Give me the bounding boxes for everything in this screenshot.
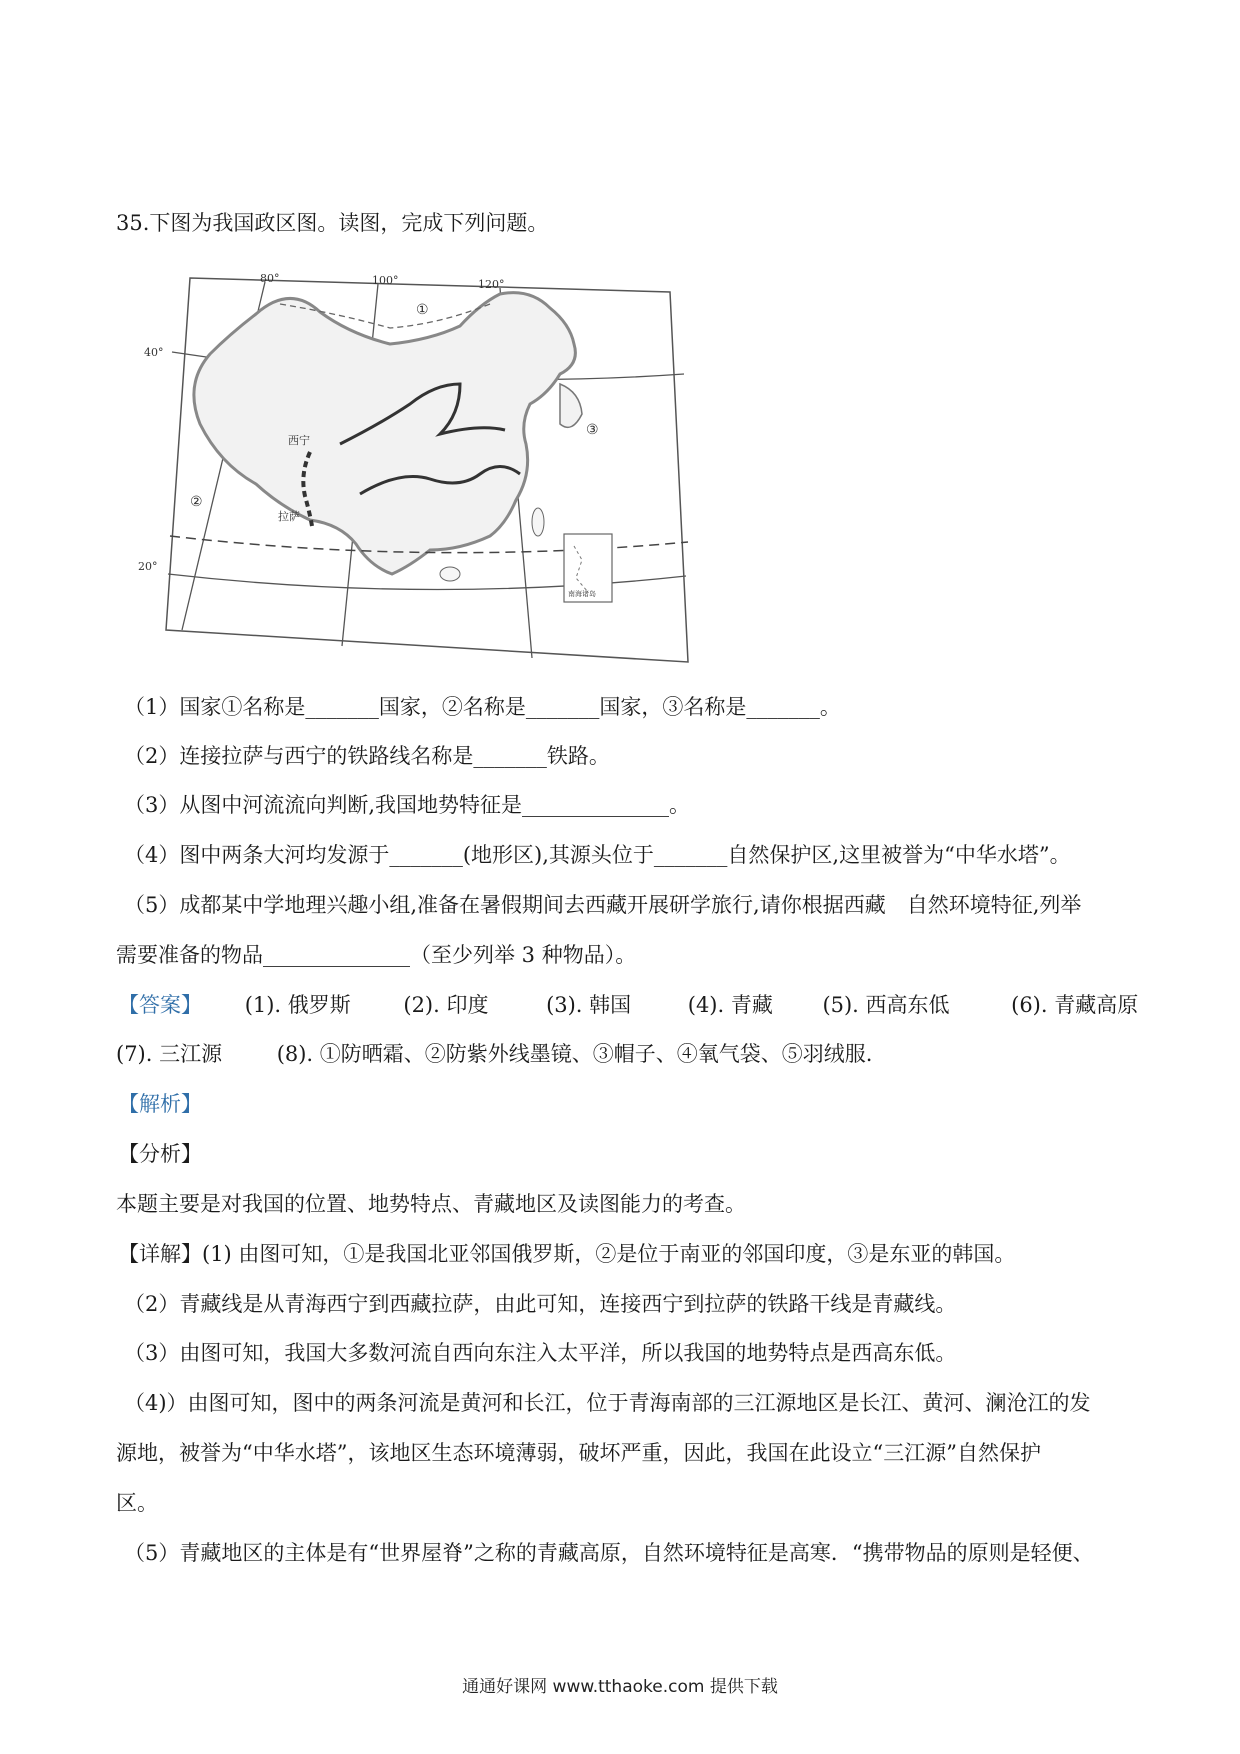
answer-item-5: (5). 西高东低 <box>822 993 950 1017</box>
city-xining: 西宁 <box>288 434 310 447</box>
detail-line-3: （3）由图可知，我国大多数河流自西向东注入太平洋，所以我国的地势特点是西高东低。 <box>124 1341 957 1365</box>
answer-row-1 <box>118 990 1138 1020</box>
question-title: 35.下图为我国政区图。读图，完成下列问题。 <box>116 211 549 235</box>
detail-line-5: 源地，被誉为“中华水塔”，该地区生态环境薄弱，破坏严重，因此，我国在此设立“三江源”自然保护 <box>116 1441 1041 1465</box>
inset-label: 南海诸岛 <box>568 590 596 598</box>
subquestion-4: （4）图中两条大河均发源于_______(地形区),其源头位于_______自然保护区,这里被誉为“中华水塔”。 <box>124 843 1071 867</box>
city-lhasa: 拉萨 <box>278 510 300 523</box>
subquestion-5: （5）成都某中学地理兴趣小组,准备在暑假期间去西藏开展研学旅行,请你根据西藏 自然环境特征,列举 <box>124 893 1082 917</box>
answer-label: 【答案】 <box>118 993 202 1017</box>
subquestion-5-cont: 需要准备的物品______________（至少列举 3 种物品）。 <box>116 943 637 967</box>
detail-line-4: （4)）由图可知，图中的两条河流是黄河和长江，位于青海南部的三江源地区是长江、黄河、澜沧江的发 <box>124 1391 1091 1415</box>
answer-item-2: (2). 印度 <box>403 993 489 1017</box>
answer-item-3: (3). 韩国 <box>546 993 632 1017</box>
subquestion-3: （3）从图中河流流向判断,我国地势特征是______________。 <box>124 793 691 817</box>
fenxi-text: 本题主要是对我国的位置、地势特点、青藏地区及读图能力的考查。 <box>116 1192 746 1216</box>
marker-2: ② <box>190 494 203 510</box>
analysis-label: 【解析】 <box>118 1092 202 1116</box>
marker-3: ③ <box>586 422 599 438</box>
lon-label-100: 100° <box>372 274 399 287</box>
subquestion-1: （1）国家①名称是_______国家，②名称是_______国家，③名称是_______。 <box>124 695 841 719</box>
lat-label-40: 40° <box>144 346 164 359</box>
fenxi-label: 【分析】 <box>118 1142 202 1166</box>
subquestion-2: （2）连接拉萨与西宁的铁路线名称是_______铁路。 <box>124 744 610 768</box>
answer-row-2 <box>116 1039 872 1069</box>
detail-line-2: （2）青藏线是从青海西宁到西藏拉萨，由此可知，连接西宁到拉萨的铁路干线是青藏线。 <box>124 1292 957 1316</box>
lon-label-120: 120° <box>478 278 505 291</box>
detail-line-1: 【详解】(1) 由图可知，①是我国北亚邻国俄罗斯，②是位于南亚的邻国印度，③是东亚的韩国。 <box>118 1242 1016 1266</box>
answer-item-6: (6). 青藏高原 <box>1011 993 1139 1017</box>
answer-item-8: (8). ①防晒霜、②防紫外线墨镜、③帽子、④氧气袋、⑤羽绒服. <box>276 1042 873 1066</box>
page-footer: 通通好课网 www.tthaoke.com 提供下载 <box>462 1677 778 1697</box>
detail-line-7: （5）青藏地区的主体是有“世界屋脊”之称的青藏高原，自然环境特征是高寒．“携带物品的原则是轻便、 <box>124 1541 1094 1565</box>
answer-item-1: (1). 俄罗斯 <box>244 993 351 1017</box>
lat-label-20: 20° <box>138 560 158 573</box>
lon-label-80: 80° <box>260 272 280 285</box>
marker-1: ① <box>416 302 429 318</box>
china-political-map <box>138 272 700 664</box>
answer-item-4: (4). 青藏 <box>687 993 773 1017</box>
answer-item-7: (7). 三江源 <box>116 1042 223 1066</box>
detail-line-6: 区。 <box>116 1491 158 1515</box>
